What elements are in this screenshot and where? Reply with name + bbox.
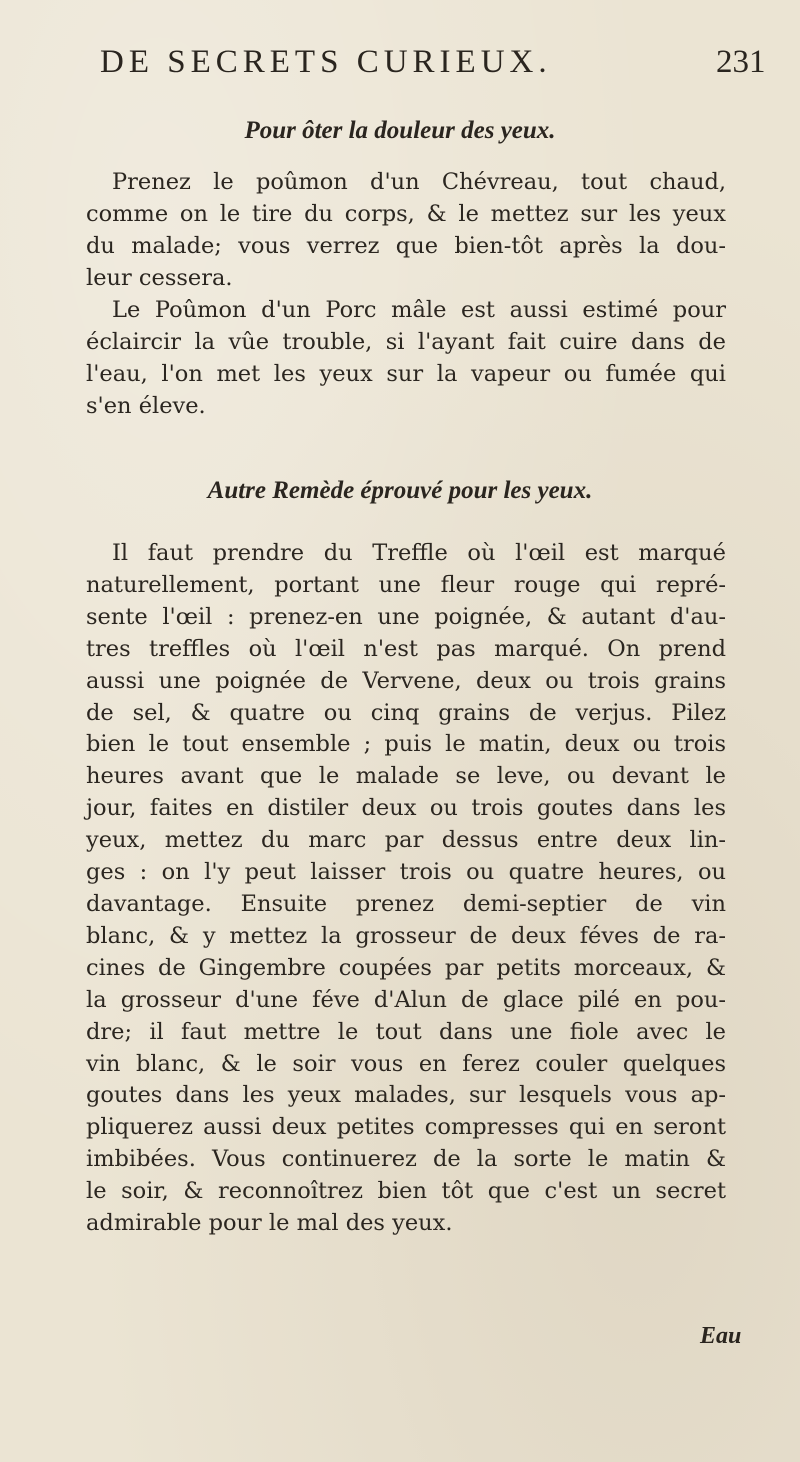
page-number: 231 — [716, 44, 766, 80]
running-title: DE SECRETS CURIEUX. — [100, 44, 552, 80]
text-line: éclaircir la vûe trouble, si l'ayant fait cuire dans de — [86, 328, 726, 355]
section-heading-eye-pain: Pour ôter la douleur des yeux. — [244, 117, 556, 144]
text-line: l'eau, l'on met les yeux sur la vapeur ou fumée qui — [86, 360, 726, 387]
text-line: yeux, mettez du marc par dessus entre deux lin- — [86, 827, 726, 854]
text-line: aussi une poignée de Vervene, deux ou trois grains — [86, 667, 726, 694]
text-line: admirable pour le mal des yeux. — [86, 1210, 453, 1237]
text-line: imbibées. Vous continuerez de la sorte le matin & — [86, 1146, 726, 1173]
catchword: Eau — [700, 1323, 742, 1349]
text-line: naturellement, portant une fleur rouge qui repré- — [86, 571, 726, 598]
text-line: pliquerez aussi deux petites compresses qui en seront — [86, 1114, 726, 1141]
paragraph-clover-remedy — [86, 538, 726, 1240]
text-line: le soir, & reconnoîtrez bien tôt que c'est un secret — [86, 1178, 726, 1205]
text-line: Le Poûmon d'un Porc mâle est aussi estimé pour — [112, 297, 726, 323]
text-line: cines de Gingembre coupées par petits morceaux, & — [86, 954, 726, 981]
text-line: heures avant que le malade se leve, ou devant le — [86, 763, 726, 790]
paragraph-kid-lung-remedy — [86, 167, 726, 295]
text-line: bien le tout ensemble ; puis le matin, deux ou trois — [86, 731, 726, 758]
text-line: tres treffles où l'œil n'est pas marqué. On prend — [86, 635, 726, 662]
text-line: sente l'œil : prenez-en une poignée, & autant d'au- — [86, 603, 726, 630]
section-heading-proven-remedy: Autre Remède éprouvé pour les yeux. — [207, 477, 593, 504]
text-line: davantage. Ensuite prenez demi-septier de vin — [86, 890, 726, 917]
text-line: la grosseur d'une féve d'Alun de glace pilé en pou- — [86, 986, 726, 1013]
text-line: comme on le tire du corps, & le mettez sur les yeux — [86, 200, 726, 227]
text-line: jour, faites en distiler deux ou trois goutes dans les — [86, 795, 726, 822]
text-line: dre; il faut mettre le tout dans une fiole avec le — [86, 1018, 726, 1045]
text-line: du malade; vous verrez que bien-tôt après la dou- — [86, 232, 726, 259]
text-line: s'en éleve. — [86, 392, 206, 419]
text-line: Prenez le poûmon d'un Chévreau, tout chaud, — [112, 169, 726, 195]
text-line: blanc, & y mettez la grosseur de deux féves de ra- — [86, 922, 726, 949]
text-line: leur cessera. — [86, 264, 233, 291]
text-line: de sel, & quatre ou cinq grains de verjus. Pilez — [86, 699, 726, 726]
text-line: Il faut prendre du Treffle où l'œil est marqué — [112, 540, 726, 566]
text-line: goutes dans les yeux malades, sur lesquels vous ap- — [86, 1082, 726, 1109]
paragraph-pig-lung-remedy — [86, 295, 726, 423]
text-line: vin blanc, & le soir vous en ferez couler quelques — [86, 1050, 726, 1077]
text-line: ges : on l'y peut laisser trois ou quatre heures, ou — [86, 859, 726, 886]
